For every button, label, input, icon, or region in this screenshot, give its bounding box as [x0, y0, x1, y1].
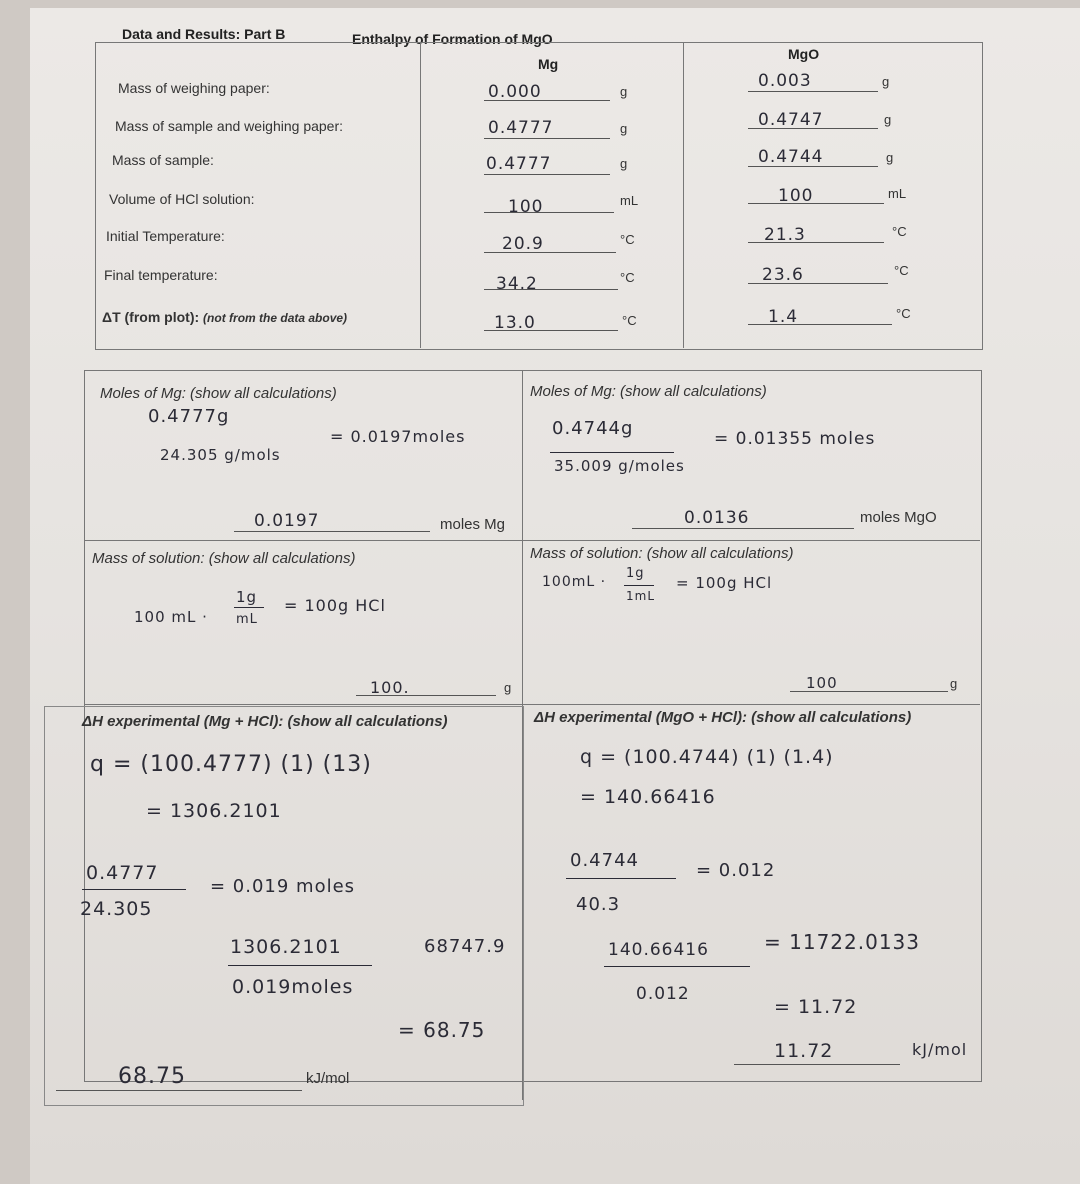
dh-result-left: = 68.75 — [398, 1018, 486, 1042]
answer-line — [356, 695, 496, 696]
answer-line — [790, 691, 948, 692]
dh-frac2-num-right: 140.66416 — [608, 940, 709, 960]
mg-value: 100 — [508, 197, 544, 217]
moles-denominator-left: 24.305 g/mols — [160, 446, 281, 464]
answer-line — [748, 166, 878, 167]
answer-line — [748, 242, 884, 243]
unit-label: °C — [892, 224, 907, 239]
answer-line — [748, 283, 888, 284]
dh-line2-right: = 140.66416 — [580, 786, 716, 808]
mass-result-right: = 100g HCl — [676, 574, 773, 592]
dh-line2-left: = 1306.2101 — [146, 800, 282, 822]
delta-t-note: (not from the data above) — [203, 311, 348, 325]
answer-line — [484, 252, 616, 253]
section-heading: Data and Results: Part B — [122, 26, 286, 42]
moles-numerator-right: 0.4744g — [552, 418, 634, 439]
unit-label: g — [884, 112, 892, 127]
mg-value: 13.0 — [494, 313, 536, 333]
row-label: Mass of sample and weighing paper: — [115, 118, 344, 134]
mgo-value: 21.3 — [764, 225, 806, 245]
dh-frac1-num-left: 0.4777 — [86, 862, 159, 884]
answer-line — [748, 91, 878, 92]
unit-label: °C — [622, 313, 637, 328]
row-label: Initial Temperature: — [106, 228, 225, 244]
fraction-bar — [604, 966, 750, 967]
mass-unit-right: g — [950, 676, 958, 691]
moles-result-right: = 0.01355 moles — [714, 429, 876, 449]
answer-line — [484, 330, 618, 331]
mgo-value: 0.4747 — [758, 110, 824, 130]
moles-answer-right: 0.0136 — [684, 508, 750, 528]
answer-line — [484, 212, 614, 213]
mass-calc-right: 100mL · — [542, 574, 607, 590]
dh-frac2-den-left: 0.019moles — [232, 976, 354, 998]
mass-answer-right: 100 — [806, 674, 838, 692]
mass-result-left: = 100g HCl — [284, 596, 386, 615]
dh-frac2-den-right: 0.012 — [636, 984, 690, 1004]
dh-frac1-result-left: = 0.019 moles — [210, 876, 356, 897]
unit-label: g — [886, 150, 894, 165]
answer-line — [748, 128, 878, 129]
grid-divider — [84, 540, 980, 541]
dh-line1-right: q = (100.4744) (1) (1.4) — [580, 746, 834, 768]
answer-line — [734, 1064, 900, 1065]
dh-unit-left: kJ/mol — [306, 1070, 350, 1087]
unit-label: g — [620, 156, 628, 171]
answer-line — [484, 138, 610, 139]
mass-factor-num-right: 1g — [626, 566, 645, 581]
dh-answer-left: 68.75 — [118, 1064, 186, 1089]
unit-label: g — [620, 84, 628, 99]
moles-title-right: Moles of Mg: (show all calculations) — [530, 383, 767, 400]
dh-result2-right: = 11.72 — [774, 996, 858, 1018]
unit-label: °C — [620, 232, 635, 247]
table-divider — [683, 42, 684, 348]
fraction-bar — [82, 889, 186, 890]
row-label: Mass of sample: — [112, 152, 214, 168]
answer-line — [484, 174, 610, 175]
row-label: Final temperature: — [104, 267, 218, 283]
unit-label: °C — [896, 306, 911, 321]
column-header-mg: Mg — [538, 56, 559, 72]
unit-label: mL — [888, 186, 907, 201]
fraction-bar — [234, 607, 264, 608]
dh-side-calc-left: 68747.9 — [424, 936, 506, 957]
column-header-mgo: MgO — [788, 46, 820, 62]
moles-title-left: Moles of Mg: (show all calculations) — [100, 385, 337, 402]
dh-frac1-den-right: 40.3 — [576, 894, 621, 915]
mgo-value: 23.6 — [762, 265, 804, 285]
dh-frac2-num-left: 1306.2101 — [230, 936, 342, 958]
unit-label: °C — [620, 270, 635, 285]
unit-label: g — [882, 74, 890, 89]
dh-result-right: = 11722.0133 — [764, 930, 920, 954]
mgo-value: 0.003 — [758, 71, 812, 91]
mass-title-right: Mass of solution: (show all calculations) — [530, 545, 794, 562]
mg-value: 0.4777 — [486, 154, 552, 174]
mg-value: 0.000 — [488, 82, 542, 102]
mass-factor-den-right: 1mL — [626, 589, 656, 603]
dh-unit-right: kJ/mol — [912, 1040, 968, 1059]
delta-t-label: ΔT (from plot): — [102, 309, 200, 325]
answer-line — [484, 289, 618, 290]
dh-answer-right: 11.72 — [774, 1040, 834, 1062]
dh-frac1-num-right: 0.4744 — [570, 850, 639, 871]
moles-result-left: = 0.0197moles — [330, 427, 466, 446]
dh-title-left: ΔH experimental (Mg + HCl): (show all calculations) — [82, 713, 448, 730]
moles-unit-right: moles MgO — [860, 509, 937, 526]
mg-value: 20.9 — [502, 234, 544, 254]
unit-label: mL — [620, 193, 639, 208]
fraction-bar — [550, 452, 674, 453]
moles-denominator-right: 35.009 g/moles — [554, 457, 685, 475]
mass-calc-left: 100 mL · — [134, 608, 208, 626]
dh-frac1-den-left: 24.305 — [80, 898, 153, 920]
dh-frac1-result-right: = 0.012 — [696, 860, 776, 881]
unit-label: g — [620, 121, 628, 136]
answer-line — [56, 1090, 302, 1091]
answer-line — [748, 203, 884, 204]
fraction-bar — [228, 965, 372, 966]
row-label: Volume of HCl solution: — [109, 191, 255, 207]
answer-line — [484, 100, 610, 101]
answer-line — [234, 531, 430, 532]
row-label: Mass of weighing paper: — [118, 80, 270, 96]
mg-value: 34.2 — [496, 274, 538, 294]
mass-factor-num-left: 1g — [236, 588, 258, 606]
mass-unit-left: g — [504, 680, 512, 695]
mgo-value: 100 — [778, 186, 814, 206]
unit-label: °C — [894, 263, 909, 278]
grid-divider — [84, 704, 980, 705]
worksheet-title: Enthalpy of Formation of MgO — [352, 31, 553, 47]
dh-line1-left: q = (100.4777) (1) (13) — [90, 752, 372, 777]
mg-value: 0.4777 — [488, 118, 554, 138]
moles-unit-left: moles Mg — [440, 516, 506, 533]
moles-numerator-left: 0.4777g — [148, 406, 230, 427]
mass-title-left: Mass of solution: (show all calculations) — [92, 550, 356, 567]
answer-line — [748, 324, 892, 325]
answer-line — [632, 528, 854, 529]
mass-answer-left: 100. — [370, 678, 410, 697]
fraction-bar — [566, 878, 676, 879]
table-divider — [420, 42, 421, 348]
dh-title-right: ΔH experimental (MgO + HCl): (show all calculations) — [534, 709, 912, 726]
row-label — [102, 309, 347, 325]
moles-answer-left: 0.0197 — [254, 511, 320, 531]
mgo-value: 1.4 — [768, 307, 799, 327]
fraction-bar — [624, 585, 654, 586]
mass-factor-den-left: mL — [236, 612, 258, 627]
mgo-value: 0.4744 — [758, 147, 824, 167]
